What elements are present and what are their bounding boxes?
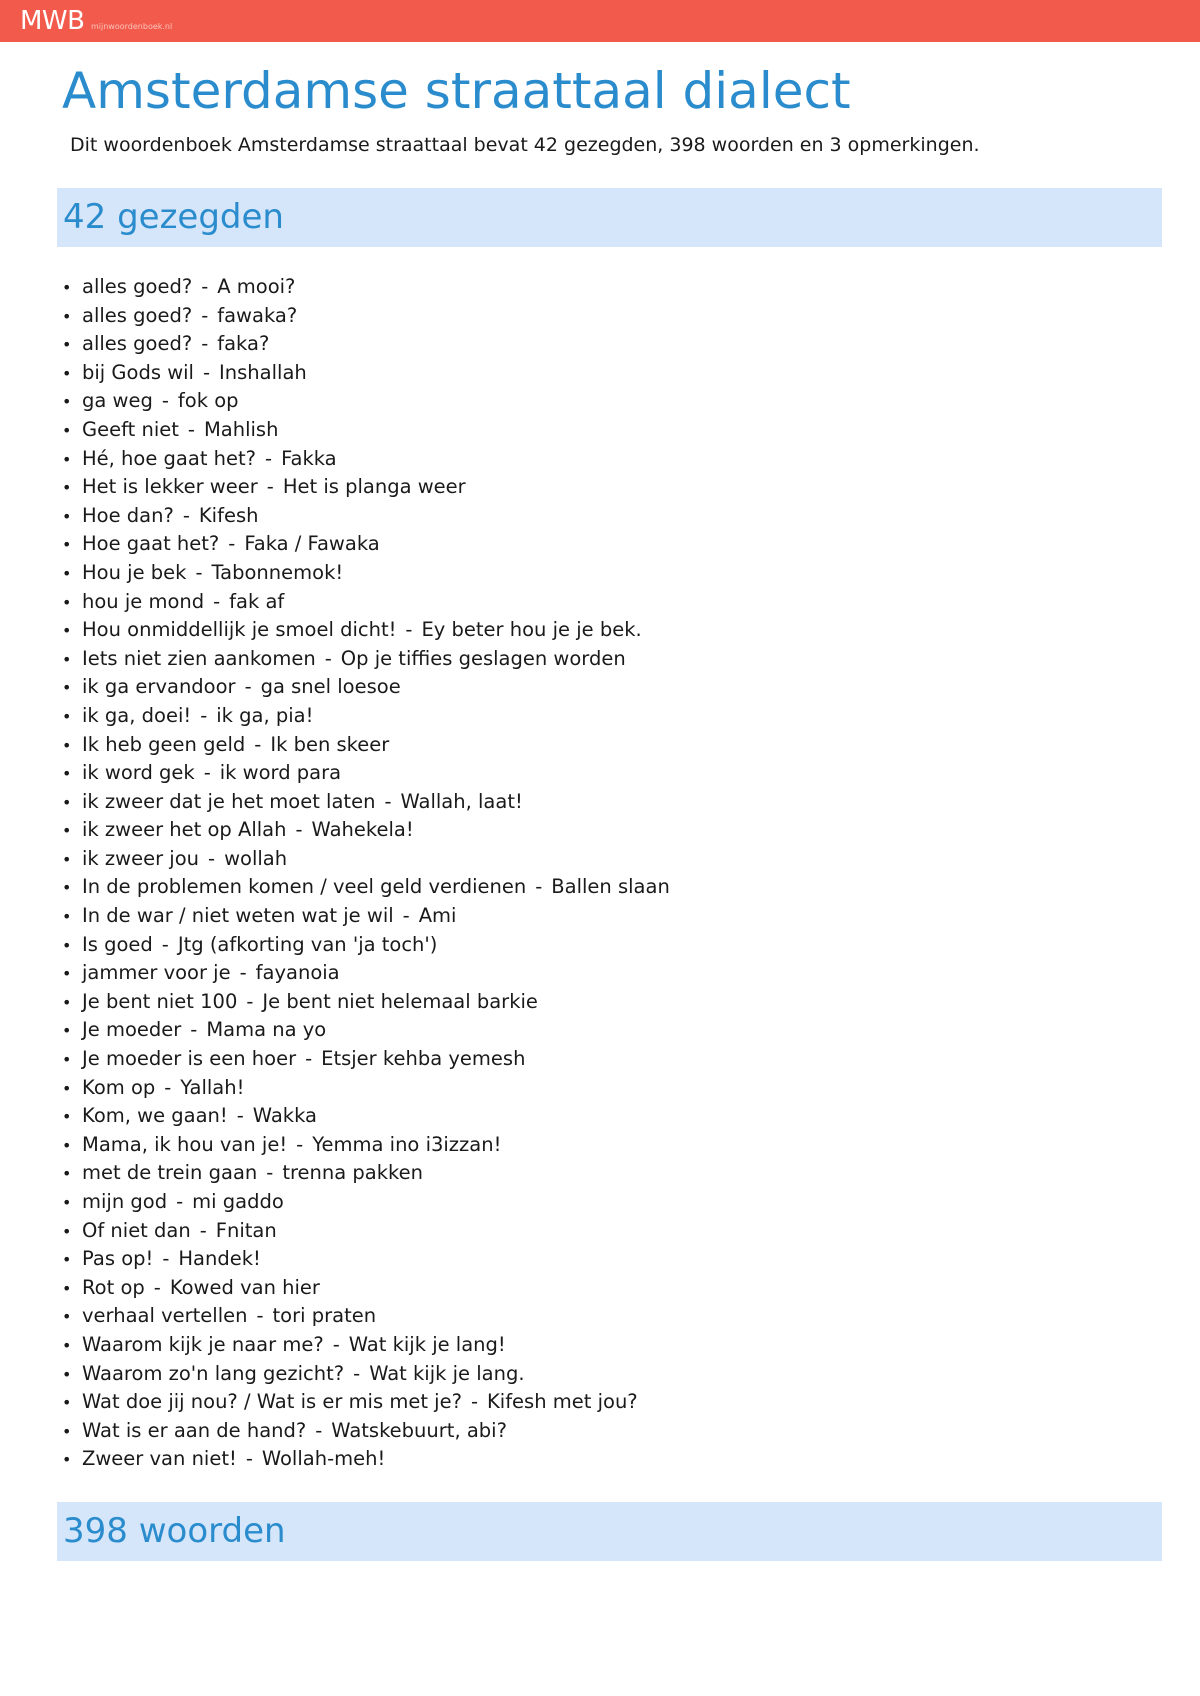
phrase-item [62, 1074, 670, 1103]
phrase-separator: - [332, 1332, 340, 1356]
phrase-item [62, 1131, 670, 1160]
phrase-term: bij Gods wil [82, 360, 194, 384]
phrase-translation: Handek! [178, 1247, 261, 1271]
phrase-item [62, 1417, 670, 1446]
phrase-item [62, 988, 670, 1017]
phrase-term: Hé, hoe gaat het? [82, 446, 257, 470]
phrase-item [62, 416, 670, 445]
phrase-translation: Kifesh [198, 503, 259, 527]
phrase-translation: fok op [177, 389, 239, 413]
bullet-icon: • [62, 649, 72, 669]
bullet-icon: • [62, 392, 72, 412]
phrase-item [62, 1331, 670, 1360]
phrase-translation: Yemma ino i3izzan! [312, 1132, 502, 1156]
phrase-separator: - [201, 275, 209, 298]
phrase-translation: Fnitan [215, 1218, 277, 1242]
phrase-item [62, 1217, 670, 1246]
phrase-translation: faka? [217, 332, 270, 356]
phrase-item [62, 702, 670, 731]
phrase-term: Waarom zo'n lang gezicht? [82, 1361, 345, 1385]
bullet-icon: • [62, 1393, 72, 1413]
phrase-separator: - [353, 1361, 361, 1385]
phrase-translation: Kowed van hier [169, 1275, 320, 1299]
site-logo[interactable]: MWB [20, 6, 85, 36]
phrase-separator: - [236, 1104, 244, 1128]
bullet-icon: • [62, 1078, 72, 1098]
page-title: Amsterdamse straattaal dialect [62, 62, 851, 120]
phrase-separator: - [535, 875, 543, 899]
phrase-term: Hoe gaat het? [82, 532, 220, 556]
bullet-icon: • [62, 1050, 72, 1070]
phrase-translation: Tabonnemok! [211, 560, 344, 584]
phrase-term: ik ga, doei! [82, 703, 192, 727]
phrase-separator: - [405, 618, 413, 642]
phrase-separator: - [470, 1390, 478, 1414]
phrase-separator: - [176, 1190, 184, 1213]
phrase-term: Pas op! [82, 1247, 154, 1271]
bullet-icon: • [62, 1221, 72, 1241]
phrase-translation: trenna pakken [282, 1161, 423, 1185]
phrase-translation: fayanoia [255, 961, 340, 985]
phrase-translation: Fakka [281, 446, 337, 470]
phrase-term: Het is lekker weer [82, 475, 258, 499]
phrase-separator: - [266, 1161, 274, 1185]
phrase-term: Je moeder [82, 1018, 182, 1042]
phrase-item [62, 759, 670, 788]
phrase-translation: fawaka? [217, 303, 298, 327]
bullet-icon: • [62, 1021, 72, 1041]
phrase-item [62, 902, 670, 931]
bullet-icon: • [62, 1193, 72, 1212]
phrase-item [62, 1274, 670, 1303]
phrase-translation: Yallah! [180, 1075, 245, 1099]
phrase-translation: Wakka [252, 1104, 317, 1128]
phrase-separator: - [202, 360, 211, 384]
phrase-item [62, 359, 670, 388]
phrase-translation: Wahekela! [311, 818, 414, 842]
phrase-term: Is goed [82, 932, 153, 956]
bullet-icon: • [62, 1278, 72, 1298]
phrase-separator: - [208, 846, 216, 870]
phrase-term: In de problemen komen / veel geld verdienen [82, 875, 527, 899]
phrase-term: verhaal vertellen [82, 1304, 248, 1328]
phrase-item [62, 1302, 670, 1331]
phrase-translation: Inshallah [219, 360, 307, 384]
bullet-icon: • [62, 706, 72, 726]
phrase-term: jammer voor je [82, 961, 231, 985]
bullet-icon: • [62, 735, 72, 755]
bullet-icon: • [62, 1107, 72, 1127]
bullet-icon: • [62, 506, 72, 526]
phrase-item [62, 302, 670, 331]
phrase-translation: wollah [224, 846, 288, 870]
phrase-item [62, 931, 670, 960]
intro-text: Dit woordenboek Amsterdamse straattaal bevat 42 gezegden, 398 woorden en 3 opmerkingen. [70, 134, 980, 156]
phrase-term: alles goed? [82, 275, 193, 298]
phrase-separator: - [305, 1047, 313, 1071]
phrase-translation: Wat kijk je lang! [348, 1332, 506, 1356]
phrase-translation: Watskebuurt, abi? [331, 1418, 507, 1442]
phrase-item [62, 645, 670, 674]
phrase-term: Mama, ik hou van je! [82, 1132, 288, 1156]
phrase-separator: - [244, 675, 252, 699]
phrase-item [62, 873, 670, 902]
phrase-item [62, 445, 670, 474]
bullet-icon: • [62, 1164, 72, 1184]
phrase-separator: - [324, 646, 332, 670]
phrase-term: Hou onmiddellijk je smoel dicht! [82, 618, 397, 642]
phrase-term: Hou je bek [82, 560, 187, 584]
phrase-translation: Mama na yo [206, 1018, 327, 1042]
bullet-icon: • [62, 849, 72, 869]
phrase-translation: ga snel loesoe [260, 675, 401, 699]
site-logo-subtitle: mijnwoordenboek.nl [91, 22, 173, 31]
phrase-term: ik word gek [82, 761, 195, 785]
bullet-icon: • [62, 1335, 72, 1355]
phrase-separator: - [201, 303, 209, 327]
phrase-separator: - [153, 1275, 161, 1299]
phrase-term: Rot op [82, 1275, 145, 1299]
phrase-term: mijn god [82, 1190, 168, 1213]
bullet-icon: • [62, 1450, 72, 1470]
phrase-separator: - [182, 503, 190, 527]
phrase-item [62, 1188, 670, 1217]
phrase-list [62, 273, 670, 1474]
phrase-item [62, 788, 670, 817]
phrase-translation: Wallah, laat! [400, 789, 523, 813]
phrase-term: met de trein gaan [82, 1161, 258, 1185]
phrase-translation: Je bent niet helemaal barkie [262, 989, 538, 1013]
bullet-icon: • [62, 363, 72, 383]
phrase-item [62, 845, 670, 874]
phrase-separator: - [315, 1418, 323, 1442]
phrase-term: Je bent niet 100 [82, 989, 238, 1013]
phrase-item [62, 673, 670, 702]
bullet-icon: • [62, 1250, 72, 1270]
phrase-translation: Ey beter hou je je bek. [421, 618, 642, 642]
phrase-translation: Jtg (afkorting van 'ja toch') [177, 932, 438, 956]
phrase-item [62, 273, 670, 302]
bullet-icon: • [62, 306, 72, 326]
phrase-separator: - [228, 532, 236, 556]
phrase-item [62, 816, 670, 845]
phrase-translation: ik word para [219, 761, 342, 785]
phrase-separator: - [161, 389, 169, 413]
phrase-translation: Faka / Fawaka [244, 532, 380, 556]
phrase-translation: Ami [418, 904, 457, 928]
phrase-item [62, 1360, 670, 1389]
phrase-term: Kom op [82, 1075, 156, 1099]
phrase-item [62, 502, 670, 531]
bullet-icon: • [62, 1421, 72, 1441]
phrase-separator: - [254, 732, 262, 756]
bullet-icon: • [62, 278, 72, 297]
phrase-separator: - [190, 1018, 198, 1042]
section-header-gezegden [57, 188, 1162, 247]
phrase-translation: Het is planga weer [282, 475, 466, 499]
bullet-icon: • [62, 335, 72, 355]
bullet-icon: • [62, 449, 72, 469]
phrase-separator: - [402, 904, 410, 928]
phrase-term: Geeft niet [82, 417, 179, 441]
bullet-icon: • [62, 964, 72, 984]
phrase-item [62, 731, 670, 760]
phrase-separator: - [266, 475, 274, 499]
phrase-item [62, 1445, 670, 1474]
phrase-translation: Etsjer kehba yemesh [321, 1047, 526, 1071]
bullet-icon: • [62, 478, 72, 498]
bullet-icon: • [62, 535, 72, 555]
bullet-icon: • [62, 792, 72, 812]
phrase-separator: - [295, 818, 303, 842]
bullet-icon: • [62, 420, 72, 440]
phrase-term: hou je mond [82, 589, 205, 613]
phrase-translation: A mooi? [217, 275, 296, 298]
phrase-item [62, 387, 670, 416]
bullet-icon: • [62, 878, 72, 898]
bullet-icon: • [62, 821, 72, 841]
phrase-term: Wat doe jij nou? / Wat is er mis met je? [82, 1390, 462, 1414]
bullet-icon: • [62, 764, 72, 784]
phrase-item [62, 616, 670, 645]
phrase-separator: - [195, 560, 203, 584]
phrase-term: Kom, we gaan! [82, 1104, 228, 1128]
phrase-separator: - [265, 446, 273, 470]
phrase-translation: Op je tiffies geslagen worden [340, 646, 626, 670]
phrase-separator: - [200, 703, 208, 727]
phrase-term: Waarom kijk je naar me? [82, 1332, 324, 1356]
bullet-icon: • [62, 592, 72, 612]
phrase-term: Hoe dan? [82, 503, 174, 527]
phrase-separator: - [245, 1447, 253, 1471]
section-header-woorden [57, 1502, 1162, 1561]
phrase-item [62, 530, 670, 559]
bullet-icon: • [62, 907, 72, 927]
phrase-separator: - [213, 589, 221, 613]
bullet-icon: • [62, 563, 72, 583]
phrase-item [62, 1016, 670, 1045]
phrase-item [62, 1388, 670, 1417]
phrase-separator: - [201, 332, 209, 356]
phrase-translation: Wat kijk je lang. [369, 1361, 525, 1385]
phrase-separator: - [256, 1304, 264, 1328]
phrase-separator: - [203, 761, 211, 785]
phrase-separator: - [239, 961, 247, 985]
phrase-item [62, 1245, 670, 1274]
phrase-item [62, 1045, 670, 1074]
phrase-item [62, 1159, 670, 1188]
phrase-term: ik zweer dat je het moet laten [82, 789, 376, 813]
phrase-separator: - [187, 417, 195, 441]
phrase-separator: - [161, 932, 169, 956]
phrase-term: Wat is er aan de hand? [82, 1418, 307, 1442]
phrase-translation: ik ga, pia! [216, 703, 314, 727]
phrase-separator: - [162, 1247, 170, 1271]
phrase-translation: Mahlish [203, 417, 279, 441]
top-banner [0, 0, 1200, 42]
phrase-translation: tori praten [272, 1304, 377, 1328]
phrase-term: Zweer van niet! [82, 1447, 237, 1471]
phrase-translation: Kifesh met jou? [486, 1390, 638, 1414]
bullet-icon: • [62, 621, 72, 641]
phrase-term: Je moeder is een hoer [82, 1047, 297, 1071]
phrase-translation: Ik ben skeer [270, 732, 390, 756]
phrase-term: ik zweer jou [82, 846, 200, 870]
section-heading-woorden: 398 woorden [63, 1511, 286, 1551]
bullet-icon: • [62, 678, 72, 698]
section-heading-gezegden: 42 gezegden [63, 197, 284, 237]
phrase-separator: - [164, 1075, 172, 1099]
phrase-term: Ik heb geen geld [82, 732, 246, 756]
phrase-term: ga weg [82, 389, 153, 413]
phrase-translation: mi gaddo [192, 1190, 284, 1213]
bullet-icon: • [62, 1135, 72, 1155]
phrase-item [62, 959, 670, 988]
phrase-term: Iets niet zien aankomen [82, 646, 316, 670]
phrase-item [62, 1102, 670, 1131]
phrase-item [62, 473, 670, 502]
phrase-translation: Ballen slaan [551, 875, 670, 899]
bullet-icon: • [62, 992, 72, 1012]
phrase-separator: - [384, 789, 392, 813]
bullet-icon: • [62, 1307, 72, 1327]
phrase-separator: - [296, 1132, 304, 1156]
phrase-term: Of niet dan [82, 1218, 191, 1242]
phrase-term: alles goed? [82, 303, 193, 327]
phrase-term: ik zweer het op Allah [82, 818, 287, 842]
phrase-translation: Wollah-meh! [261, 1447, 386, 1471]
phrase-term: In de war / niet weten wat je wil [82, 904, 394, 928]
bullet-icon: • [62, 935, 72, 955]
phrase-item [62, 559, 670, 588]
bullet-icon: • [62, 1364, 72, 1384]
phrase-separator: - [246, 989, 254, 1013]
phrase-term: ik ga ervandoor [82, 675, 236, 699]
phrase-separator: - [199, 1218, 207, 1242]
phrase-term: alles goed? [82, 332, 193, 356]
phrase-item [62, 588, 670, 617]
phrase-item [62, 330, 670, 359]
phrase-translation: fak af [229, 589, 285, 613]
